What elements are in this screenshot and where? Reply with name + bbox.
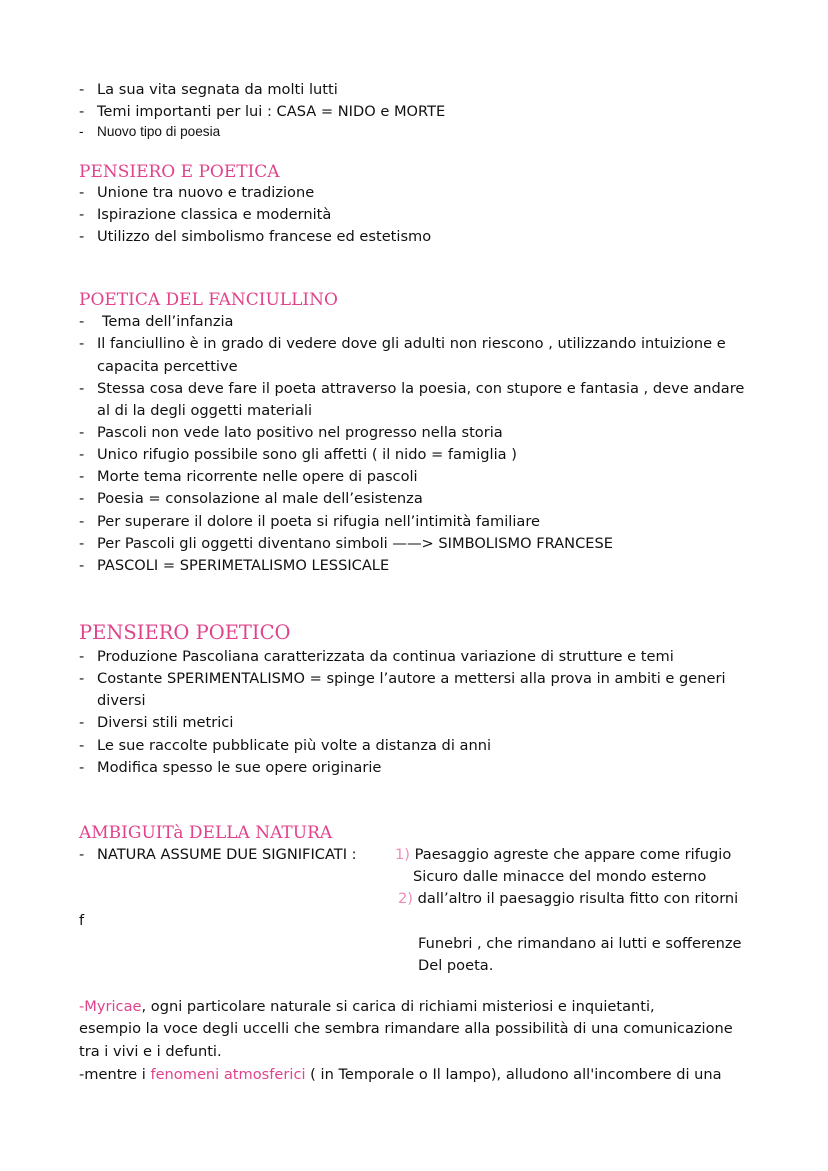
meaning-2-line-2: Funebri , che rimandano ai lutti e sofferenze: [418, 935, 742, 952]
bullet-dash: -: [79, 184, 85, 201]
bullet-dash: -: [79, 648, 85, 665]
heading-ambiguita-della-natura: AMBIGUITà DELLA NATURA: [79, 823, 333, 843]
bullet-dash: -: [79, 228, 85, 245]
meaning-1-line-2: Sicuro dalle minacce del mondo esterno: [413, 868, 707, 885]
heading-pensiero-poetico: PENSIERO POETICO: [79, 621, 291, 644]
bullet-dash: -: [79, 714, 85, 731]
bullet-dash: -: [79, 446, 85, 463]
meaning-2-number: 2): [398, 890, 413, 907]
meaning-2-line-3: Del poeta.: [418, 957, 494, 974]
stray-character: f: [79, 912, 85, 929]
bullet-dash: -: [79, 513, 85, 530]
heading-pensiero-e-poetica: PENSIERO E POETICA: [79, 162, 280, 182]
bullet-dash: -: [79, 846, 85, 863]
paragraph-line: -mentre i fenomeni atmosferici ( in Temporale o Il lampo), alludono all'incombere di una: [79, 1066, 722, 1083]
bullet-dash: -: [79, 424, 85, 441]
paragraph-line: -Myricae, ogni particolare naturale si carica di richiami misteriosi e inquietanti,: [79, 998, 655, 1015]
bullet-dash: -: [79, 737, 85, 754]
heading-poetica-del-fanciullino: POETICA DEL FANCIULLINO: [79, 290, 338, 310]
notes-page: - La sua vita segnata da molti lutti - Temi importanti per lui : CASA = NIDO e MORTE - Nuovo tipo di poesia PENSIERO E POETICA - Unione tra nuovo e tradizione - Ispirazione classica e modernità - Utilizzo del simbolismo francese ed estetismo POETICA DEL FANCIULLINO - Tema dell’infanzia - Il fanciullino è in grado di vedere dove gli adulti non riescono , utilizzando intuizione e capacita percettive - Stessa cosa deve fare il poeta attraverso la poesia, con stupore e fantasia , deve andare al di la degli oggetti materiali - Pascoli non vede lato positivo nel progresso nella storia - Unico rifugio possibile sono gli affetti ( il nido = famiglia ) - Morte tema ricorrente nelle opere di pascoli - Poesia = consolazione al male dell’esistenza - Per superare il dolore il poeta si rifugia nell’intimità familiare - Per Pascoli gli oggetti diventano simboli ——> SIMBOLISMO FRANCESE - PASCOLI = SPERIMETALISMO LESSICALE PENSIERO POETICO - Produzione Pascoliana caratterizzata da continua variazione di strutture e temi - Costante SPERIMENTALISMO = spinge l’autore a mettersi alla prova in ambiti e generi diversi - Diversi stili metrici - Le sue raccolte pubblicate più volte a distanza di anni - Modifica spesso le sue opere originarie AMBIGUITà DELLA NATURA - NATURA ASSUME DUE SIGNIFICATI : 1) Paesaggio agreste che appare come rifugio Sicuro dalle minacce del mondo esterno 2) dall’altro il paesaggio risulta fitto con ritorni f Funebri , che rimandano ai lutti e sofferenze Del poeta. -Myricae, ogni particolare naturale si carica di richiami misteriosi e inquietanti, esempio la voce degli uccelli che sembra rimandare alla possibilità di una comunicazione tra i vivi e i defunti. -mentre i fenomeni atmosferici ( in Temporale o Il lampo), alludono all'incombere di una: [79, 81, 745, 1083]
bullet-dash: -: [79, 670, 85, 687]
bullet-dash: -: [79, 335, 85, 352]
bullet-dash: -: [79, 81, 85, 98]
paragraph-line: esempio la voce degli uccelli che sembra rimandare alla possibilità di una comunicazione: [79, 1020, 733, 1037]
highlight-myricae: -Myricae: [79, 998, 142, 1015]
bullet-dash: -: [79, 557, 85, 574]
bullet-dash: -: [79, 490, 85, 507]
bullet-dash: -: [79, 124, 84, 139]
meaning-1-line-1: 1) Paesaggio agreste che appare come rifugio: [395, 846, 732, 863]
paragraph-line: tra i vivi e i defunti.: [79, 1043, 222, 1060]
bullet-dash: -: [79, 535, 85, 552]
bullet-dash: -: [79, 313, 85, 330]
bullet-dash: -: [79, 103, 85, 120]
bullet-dash: -: [79, 380, 85, 397]
highlight-fenomeni: fenomeni atmosferici: [150, 1066, 306, 1083]
bullet-dash: -: [79, 206, 85, 223]
bullet-dash: -: [79, 759, 85, 776]
meaning-1-number: 1): [395, 846, 410, 863]
bullet-dash: -: [79, 468, 85, 485]
meaning-2-line-1: 2) dall’altro il paesaggio risulta fitto con ritorni: [398, 890, 739, 907]
